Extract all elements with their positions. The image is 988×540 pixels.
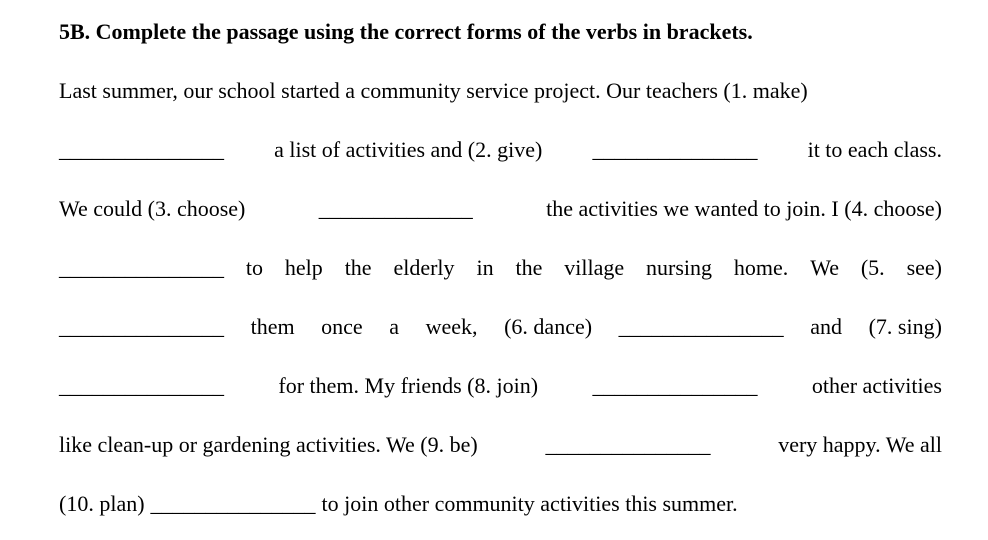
- passage-text: other activities: [811, 373, 942, 398]
- passage-text: help: [284, 255, 323, 280]
- passage-line: [59, 134, 942, 166]
- passage-line: [59, 429, 942, 461]
- answer-blank[interactable]: _______________: [592, 137, 758, 162]
- passage-text: see): [906, 255, 942, 280]
- passage-line: [59, 75, 942, 107]
- passage-text: once: [321, 314, 363, 339]
- passage-text: nursing: [646, 255, 713, 280]
- passage-text: We: [810, 255, 839, 280]
- answer-blank[interactable]: _______________: [545, 432, 711, 457]
- passage-line: [59, 370, 942, 402]
- passage-text: the: [515, 255, 543, 280]
- passage-text: We could (3. choose): [59, 196, 246, 221]
- passage-text: elderly: [393, 255, 455, 280]
- passage-text: very happy. We all: [778, 432, 942, 457]
- passage-line: [59, 252, 942, 284]
- passage-text: Last summer, our school started a community service project. Our teachers (1. make): [59, 78, 808, 103]
- passage-line: [59, 193, 942, 225]
- answer-blank[interactable]: _______________: [59, 373, 224, 398]
- passage-text: home.: [733, 255, 789, 280]
- answer-blank[interactable]: _______________: [59, 137, 224, 162]
- passage-text: to: [245, 255, 264, 280]
- answer-blank[interactable]: _______________: [59, 314, 224, 339]
- answer-blank[interactable]: _______________: [150, 491, 316, 516]
- passage-text: (7. sing): [868, 314, 942, 339]
- passage-text: in: [476, 255, 494, 280]
- answer-blank[interactable]: ______________: [318, 196, 473, 221]
- passage-text: to join other community activities this summer.: [321, 491, 738, 516]
- passage-text: for them. My friends (8. join): [278, 373, 539, 398]
- passage-text: a list of activities and (2. give): [274, 137, 543, 162]
- passage-text: them: [250, 314, 295, 339]
- passage-text: it to each class.: [807, 137, 942, 162]
- passage-text: a: [389, 314, 400, 339]
- passage-text: (6. dance): [504, 314, 593, 339]
- passage-text: week,: [425, 314, 478, 339]
- passage-line: [59, 488, 942, 520]
- passage-text: the: [344, 255, 372, 280]
- answer-blank[interactable]: _______________: [59, 255, 224, 280]
- passage-text: and: [810, 314, 842, 339]
- passage-text: like clean-up or gardening activities. We (9. be): [59, 432, 478, 457]
- passage-text: (10. plan): [59, 491, 145, 516]
- passage-line: [59, 311, 942, 343]
- passage-text: the activities we wanted to join. I (4. choose): [546, 196, 942, 221]
- passage-text: village: [564, 255, 625, 280]
- passage-text: (5.: [860, 255, 885, 280]
- answer-blank[interactable]: _______________: [618, 314, 784, 339]
- exercise-heading: 5B. Complete the passage using the correct forms of the verbs in brackets.: [59, 19, 753, 44]
- answer-blank[interactable]: _______________: [592, 373, 758, 398]
